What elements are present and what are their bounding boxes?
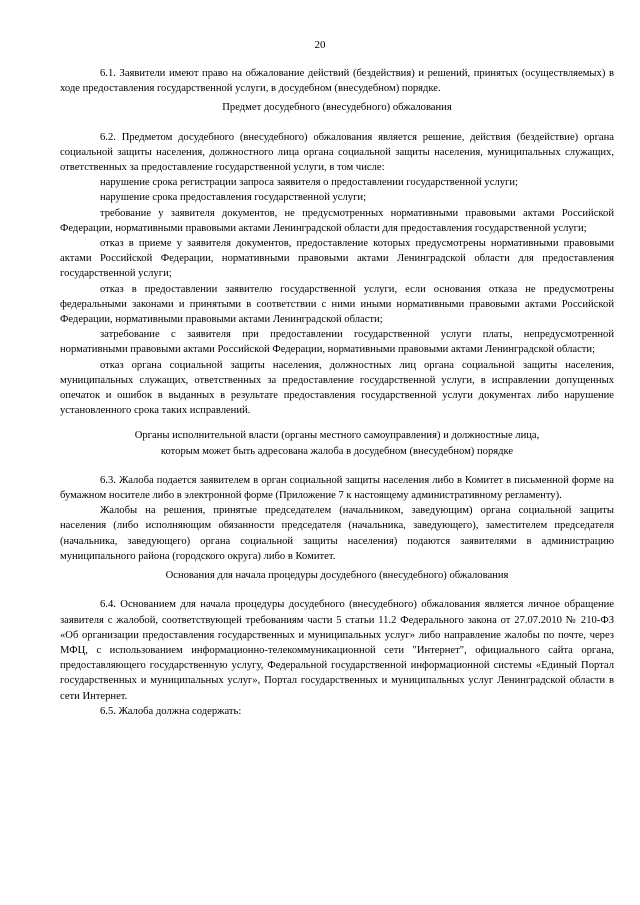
- list-item: отказ в предоставлении заявителю государственной услуги, если основания отказа не предусмотрены федеральными законами и принятыми в соответствии с ними иными нормативными правовыми актами Российской Федерации, нормативными правовыми актами Ленинградской области;: [60, 283, 614, 326]
- list-item: затребование с заявителя при предоставлении государственной услуги платы, непредусмотренной нормативными правовыми актами Российской Федерации, нормативными правовыми актами Ленинградской области;: [60, 329, 614, 356]
- list-item: отказ в приеме у заявителя документов, предоставление которых предусмотрены нормативными правовыми актами Российской Федерации, нормативными правовыми актами Ленинградской области для предоставления государственной услуги;: [60, 238, 614, 280]
- heading-subject-of-appeal: Предмет досудебного (внесудебного) обжалования: [222, 102, 452, 114]
- page-number: 20: [314, 39, 326, 51]
- paragraph-6-4: 6.4. Основанием для начала процедуры досудебного (внесудебного) обжалования является личное обращение заявителя с жалобой, соответствующей требованиям части 5 статьи 11.2 Федерального закона от 27.07.2010 № 210-ФЗ «Об организации предоставления государственных и муниципальных услуг» либо направление жалобы по почте, через МФЦ, с использованием информационно-телекоммуникационной сети "Интернет", официального сайта органа, предоставляющего государственную услугу, Федеральной государственной информационной системы «Единый Портал государственных и муниципальных услуг», Портал государственных и муниципальных услуг Ленинградской области в сети Интернет.: [60, 599, 614, 702]
- paragraph-6-5: 6.5. Жалоба должна содержать:: [100, 705, 242, 717]
- paragraph-6-3-continued: Жалобы на решения, принятые председателем (начальником, заведующим) органа социальной защиты населения (либо исполняющим обязанности председателя (начальника, заведующего), заместителем председателя (начальника, заведующего) органа социальной защиты населения) подаются заявителями в администрацию муниципального района (городского округа) либо в Комитет.: [60, 505, 614, 562]
- paragraph-6-3: 6.3. Жалоба подается заявителем в орган социальной защиты населения либо в Комитет в письменной форме на бумажном носителе либо в электронной форме (Приложение 7 к настоящему административному регламенту).: [60, 474, 614, 502]
- paragraph-6-1: 6.1. Заявители имеют право на обжалование действий (бездействия) и решений, принятых (осуществляемых) в ходе предоставления государственной услуги, в досудебном (внесудебном) порядке.: [60, 68, 614, 95]
- heading-grounds-for-appeal: Основания для начала процедуры досудебного (внесудебного) обжалования: [165, 570, 509, 582]
- paragraph-6-2: 6.2. Предметом досудебного (внесудебного) обжалования является решение, действия (бездействие) органа социальной защиты населения, должностного лица органа социальной защиты населения, муниципальных служащих, ответственных за предоставление государственной услуги, в том числе:: [60, 131, 614, 174]
- list-item: отказ органа социальной защиты населения, должностных лиц органа социальной защиты населения, муниципальных служащих, ответственных за предоставление государственной услуги, в исправлении допущенных опечаток и ошибок в выданных в результате предоставления государственной услуги документах либо нарушение установленного срока таких исправлений.: [60, 359, 614, 417]
- heading-authorities-line-2: которым может быть адресована жалоба в досудебном (внесудебном) порядке: [160, 445, 514, 457]
- list-item: нарушение срока регистрации запроса заявителя о предоставлении государственной услуги;: [100, 177, 518, 189]
- list-item: требование у заявителя документов, не предусмотренных нормативными правовыми актами Российской Федерации, нормативными правовыми актами Ленинградской области для предоставления государственной услуги;: [60, 207, 614, 234]
- list-item: нарушение срока предоставления государственной услуги;: [100, 192, 367, 204]
- document-body: [60, 66, 614, 719]
- heading-authorities-line-1: Органы исполнительной власти (органы местного самоуправления) и должностные лица,: [134, 430, 540, 442]
